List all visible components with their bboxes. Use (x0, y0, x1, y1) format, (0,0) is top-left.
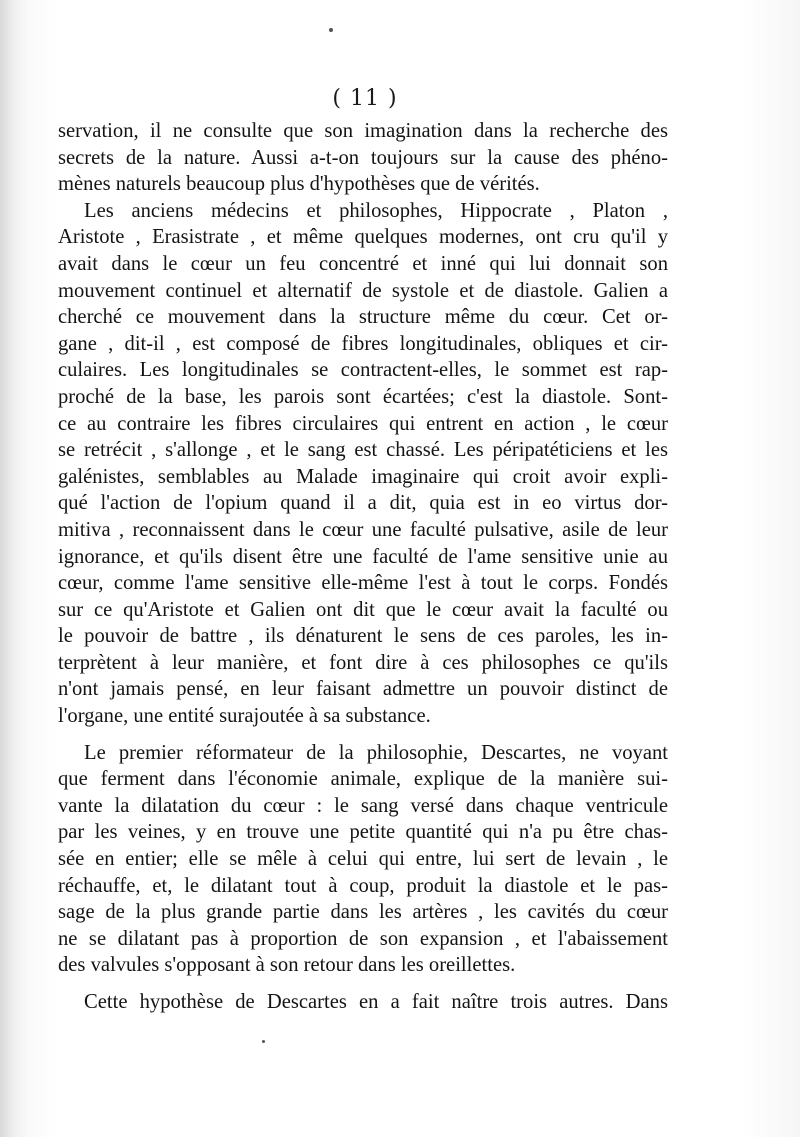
text-line: terprètent à leur manière, et font dire à ces philosophes ce qu'ils (58, 651, 668, 674)
text-line: ignorance, et qu'ils disent être une faculté de l'ame sensitive unie au (58, 545, 668, 568)
paragraph (58, 740, 668, 979)
text-line: sée en entier; elle se mêle à celui qui entre, lui sert de levain , le (58, 848, 668, 871)
text-line: Le premier réformateur de la philosophie, Descartes, ne voyant (84, 741, 668, 764)
paragraph-gap (58, 979, 668, 989)
text-line: sur ce qu'Aristote et Galien ont dit que le cœur avait la faculté ou (58, 598, 668, 621)
text-line: cœur, comme l'ame sensitive elle-même l'est à tout le corps. Fondés (58, 572, 668, 595)
paragraph (58, 198, 668, 730)
text-line: ne se dilatant pas à proportion de son expansion , et l'abaissement (58, 927, 668, 950)
text-line: gane , dit-il , est composé de fibres longitudinales, obliques et cir- (58, 332, 668, 355)
text-line: Cette hypothèse de Descartes en a fait naître trois autres. Dans (84, 991, 668, 1013)
text-line: servation, il ne consulte que son imagination dans la recherche des (58, 120, 668, 142)
text-line: secrets de la nature. Aussi a-t-on toujours sur la cause des phéno- (58, 146, 668, 169)
text-line: mitiva , reconnaissent dans le cœur une faculté pulsative, asile de leur (58, 518, 668, 541)
text-line: qué l'action de l'opium quand il a dit, quia est in eo virtus dor- (58, 492, 668, 515)
ink-speck (329, 28, 333, 32)
text-line: le pouvoir de battre , ils dénaturent le sens de ces paroles, les in- (58, 625, 668, 648)
page-number: ( 11 ) (332, 86, 398, 111)
text-line: cherché ce mouvement dans la structure même du cœur. Cet or- (58, 306, 668, 329)
paragraph (58, 989, 668, 1016)
body-text (58, 118, 668, 1016)
text-line: culaires. Les longitudinales se contractent-elles, le sommet est rap- (58, 359, 668, 382)
text-line: avait dans le cœur un feu concentré et inné qui lui donnait son (58, 252, 668, 275)
text-line: ce au contraire les fibres circulaires qui entrent en action , le cœur (58, 412, 668, 435)
text-line: Aristote , Erasistrate , et même quelques modernes, ont cru qu'il y (58, 226, 668, 249)
text-line: mouvement continuel et alternatif de systole et de diastole. Galien a (58, 279, 668, 302)
paragraph (58, 118, 668, 198)
text-line: mènes naturels beaucoup plus d'hypothèses que de vérités. (58, 173, 540, 196)
text-line: Les anciens médecins et philosophes, Hippocrate , Platon , (84, 199, 668, 222)
text-line: vante la dilatation du cœur : le sang versé dans chaque ventricule (58, 794, 668, 817)
text-line: se retrécit , s'allonge , et le sang est chassé. Les péripatéticiens et les (58, 439, 668, 462)
text-line: n'ont jamais pensé, en leur faisant admettre un pouvoir distinct de (58, 678, 668, 701)
text-line: l'organe, une entité surajoutée à sa substance. (58, 705, 431, 728)
ink-speck (262, 1040, 265, 1043)
paragraph-gap (58, 730, 668, 740)
text-line: galénistes, semblables au Malade imaginaire qui croit avoir expli- (58, 465, 668, 488)
text-line: proché de la base, les parois sont écartées; c'est la diastole. Sont- (58, 385, 668, 408)
text-line: par les veines, y en trouve une petite quantité qui n'a pu être chas- (58, 821, 668, 844)
text-line: des valvules s'opposant à son retour dans les oreillettes. (58, 954, 516, 977)
text-line: que ferment dans l'économie animale, explique de la manière sui- (58, 768, 668, 791)
text-line: sage de la plus grande partie dans les artères , les cavités du cœur (58, 901, 668, 924)
text-line: réchauffe, et, le dilatant tout à coup, produit la diastole et le pas- (58, 874, 668, 897)
